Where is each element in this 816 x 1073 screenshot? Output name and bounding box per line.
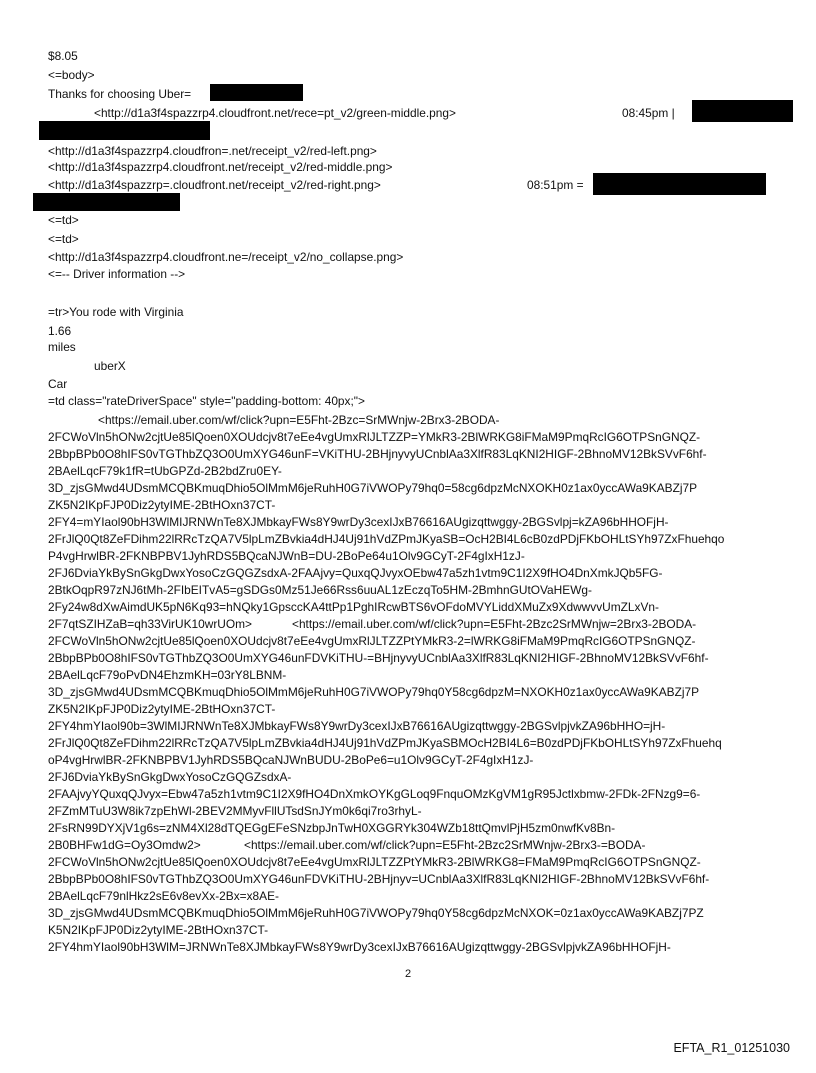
green-middle-url: <http://d1a3f4spazzrp4.cloudfront.net/rece=pt_v2/green-middle.png> — [94, 106, 456, 120]
link-end-line: 2F7qtSZIHZaB=qh33VirUK10wrUOm> — [48, 617, 252, 631]
link-end-line: 2B0BHFw1dG=Oy3Omdw2> — [48, 838, 201, 852]
link-line: <https://email.uber.com/wf/click?upn=E5Fht-2Bzc=SrMWnjw-2Brx3-2BODA- — [98, 413, 500, 427]
distance-unit: miles — [48, 340, 76, 354]
redaction-block — [692, 100, 793, 122]
link-line: 2FrJlQ0Qt8ZeFDihm22lRRcTzQA7V5lpLmZBvkia4dHJ4Uj91hVdZPmJKyaSB=OcH2BI4L6cB0zdPDjFKbOHLtSYh97ZxFhuehqo — [48, 532, 725, 546]
link-line: ZK5N2IKpFJP0Diz2ytyIME-2BtHOxn37CT- — [48, 702, 276, 716]
link-line: 2BAelLqcF79nlHkz2sE6v8evXx-2Bx=x8AE- — [48, 889, 279, 903]
time-0845: 08:45pm | — [622, 106, 675, 120]
link-line: 2FCWoVln5hONw2cjtUe85lQoen0XOUdcjv8t7eEe4vgUmxRlJLTZZPtYMkR3-2=lWRKG8iFMaM9PmqRcIG6OTPSnGNQZ- — [48, 634, 696, 648]
link-line: 2FrJlQ0Qt8ZeFDihm22lRRcTzQA7V5lpLmZBvkia4dHJ4Uj91hVdZPmJKyaSBMOcH2BI4L6=B0zdPDjFKbOHLtSYh97ZxFhuehq — [48, 736, 722, 750]
redaction-block — [39, 121, 210, 140]
redaction-block — [33, 193, 180, 211]
distance-value: 1.66 — [48, 324, 72, 338]
link-line: 2FY4hmYIaol90bH3WlM=JRNWnTe8XJMbkayFWs8Y9wrDy3cexIJxB76616AUgizqttwggy-2BGSvlpjvkZA96bHHOFjH- — [48, 940, 671, 954]
link-line: 2BAelLqcF79oPvDN4EhzmKH=03rY8LBNM- — [48, 668, 287, 682]
td-tag-line: <=td> — [48, 213, 79, 227]
amount-line: $8.05 — [48, 49, 78, 63]
link-line: 2FY4=mYIaol90bH3WlMIJRNWnTe8XJMbkayFWs8Y9wrDy3cexIJxB76616AUgizqttwggy-2BGSvlpj=kZA96bHHOFjH- — [48, 515, 669, 529]
page-number: 2 — [404, 968, 412, 980]
link-start-line: <https://email.uber.com/wf/click?upn=E5Fht-2Bzc2SrMWnjw=2Brx3-2BODA- — [292, 617, 697, 631]
product-name: uberX — [94, 359, 126, 373]
red-middle-url: <http://d1a3f4spazzrp4.cloudfront.net/receipt_v2/red-middle.png> — [48, 160, 393, 174]
thanks-line: Thanks for choosing Uber= — [48, 87, 192, 101]
link-line: 2BbpBPb0O8hIFS0vTGThbZQ3O0UmXYG46unFDVKiTHU-=BHjnyvyUCnblAa3XlfR83LqKNI2HIGF-2BhnoMV12BkSVvF6hf- — [48, 651, 709, 665]
link-line: 2BAelLqcF79k1fR=tUbGPZd-2B2bdZru0EY- — [48, 464, 282, 478]
link-line: 2FCWoVln5hONw2cjtUe85lQoen0XOUdcjv8t7eEe4vgUmxRlJLTZZPtYMkR3-2BlWRKG8=FMaM9PmqRcIG6OTPSnGNQZ- — [48, 855, 701, 869]
bates-number: EFTA_R1_01251030 — [673, 1041, 790, 1055]
link-line: 2BtkOqpR97zNJ6tMh-2FIbEITvA5=gSDGs0Mz51Je66Rss6uuAL1zEczqTo5HM-2BmhnGUtOVaHEWg- — [48, 583, 592, 597]
link-line: 2BbpBPb0O8hIFS0vTGThbZQ3O0UmXYG46unFDVKiTHU-2BHjnyv=UCnblAa3XlfR83LqKNI2HIGF-2BhnoMV12BkSVvF6hf- — [48, 872, 710, 886]
no-collapse-url: <http://d1a3f4spazzrp4.cloudfront.ne=/receipt_v2/no_collapse.png> — [48, 250, 404, 264]
link-line: 2FJ6DviaYkBySnGkgDwxYosoCzGQGZsdxA-2FAAjvy=QuxqQJvyxOEbw47a5zh1vtm9C1I2X9fHO4DnXmkJQb5FG- — [48, 566, 663, 580]
link-line: 3D_zjsGMwd4UDsmMCQBKmuqDhio5OlMmM6jeRuhH0G7iVWOPy79hq0Y58cg6dpzM=NXOKH0z1ax0yccAWa9KABZj7P — [48, 685, 700, 699]
link-line: oP4vgHrwlBR-2FKNBPBV1JyhRDS5BQcaNJWnBUDU-2BoPe6=u1Olv9GCyT-2F4gIxH1zJ- — [48, 753, 534, 767]
td-tag-line: <=td> — [48, 232, 79, 246]
redaction-block — [210, 84, 303, 101]
rode-with-line: =tr>You rode with Virginia — [48, 305, 184, 319]
red-right-url: <http://d1a3f4spazzrp=.cloudfront.net/receipt_v2/red-right.png> — [48, 178, 381, 192]
link-line: 2FY4hmYIaol90b=3WlMIJRNWnTe8XJMbkayFWs8Y9wrDy3cexIJxB76616AUgizqttwggy-2BGSvlpjvkZA96bHHO=jH- — [48, 719, 666, 733]
link-line: K5N2IKpFJP0Diz2ytyIME-2BtHOxn37CT- — [48, 923, 269, 937]
link-line: 2FAAjvyYQuxqQJvyx=Ebw47a5zh1vtm9C1I2X9fHO4DnXmkOYKgGLoq9FnquOMzKgVM1gR95Jctlxbmw-2FDk-2FNzg9=6- — [48, 787, 701, 801]
redaction-block — [593, 173, 766, 195]
link-line: P4vgHrwlBR-2FKNBPBV1JyhRDS5BQcaNJWnB=DU-2BoPe64u1Olv9GCyT-2F4gIxH1zJ- — [48, 549, 525, 563]
body-tag-line: <=body> — [48, 68, 95, 82]
rate-driver-td: =td class="rateDriverSpace" style="padding-bottom: 40px;"> — [48, 394, 365, 408]
car-label: Car — [48, 377, 68, 391]
link-line: 2FZmMTuU3W8ik7zpEhWl-2BEV2MMyvFllUTsdSnJYm0k6qi7ro3rhyL- — [48, 804, 422, 818]
red-left-url: <http://d1a3f4spazzrp4.cloudfron=.net/receipt_v2/red-left.png> — [48, 144, 377, 158]
time-0851: 08:51pm = — [527, 178, 584, 192]
link-start-line: <https://email.uber.com/wf/click?upn=E5Fht-2Bzc2SrMWnjw-2Brx3-=BODA- — [244, 838, 646, 852]
link-line: 2Fy24w8dXwAimdUK5pN6Kq93=hNQky1GpsccKA4ttPp1PghIRcwBTS6vOFdoMVYLiddXMuZx9XdwwvvUmZLxVn- — [48, 600, 659, 614]
link-line: 2FJ6DviaYkBySnGkgDwxYosoCzGQGZsdxA- — [48, 770, 292, 784]
link-line: 2FsRN99DYXjV1g6s=zNM4Xl28dTQEGgEFeSNzbpJnTwH0XGGRYk304WZb18ttQmvlPjH5zm0nwfKv8Bn- — [48, 821, 616, 835]
link-line: 2BbpBPb0O8hIFS0vTGThbZQ3O0UmXYG46unF=VKiTHU-2BHjnyvyUCnblAa3XlfR83LqKNI2HIGF-2BhnoMV12BkSVvF6hf- — [48, 447, 707, 461]
link-line: 3D_zjsGMwd4UDsmMCQBKmuqDhio5OlMmM6jeRuhH0G7iVWOPy79hq0=58cg6dpzMcNXOKH0z1ax0yccAWa9KABZj7P — [48, 481, 698, 495]
driver-info-comment: <=-- Driver information --> — [48, 267, 186, 281]
link-line: ZK5N2IKpFJP0Diz2ytyIME-2BtHOxn37CT- — [48, 498, 276, 512]
link-line: 3D_zjsGMwd4UDsmMCQBKmuqDhio5OlMmM6jeRuhH0G7iVWOPy79hq0Y58cg6dpzMcNXOK=0z1ax0yccAWa9KABZj7PZ — [48, 906, 704, 920]
link-line: 2FCWoVln5hONw2cjtUe85lQoen0XOUdcjv8t7eEe4vgUmxRlJLTZZP=YMkR3-2BlWRKG8iFMaM9PmqRcIG6OTPSnGNQZ- — [48, 430, 701, 444]
